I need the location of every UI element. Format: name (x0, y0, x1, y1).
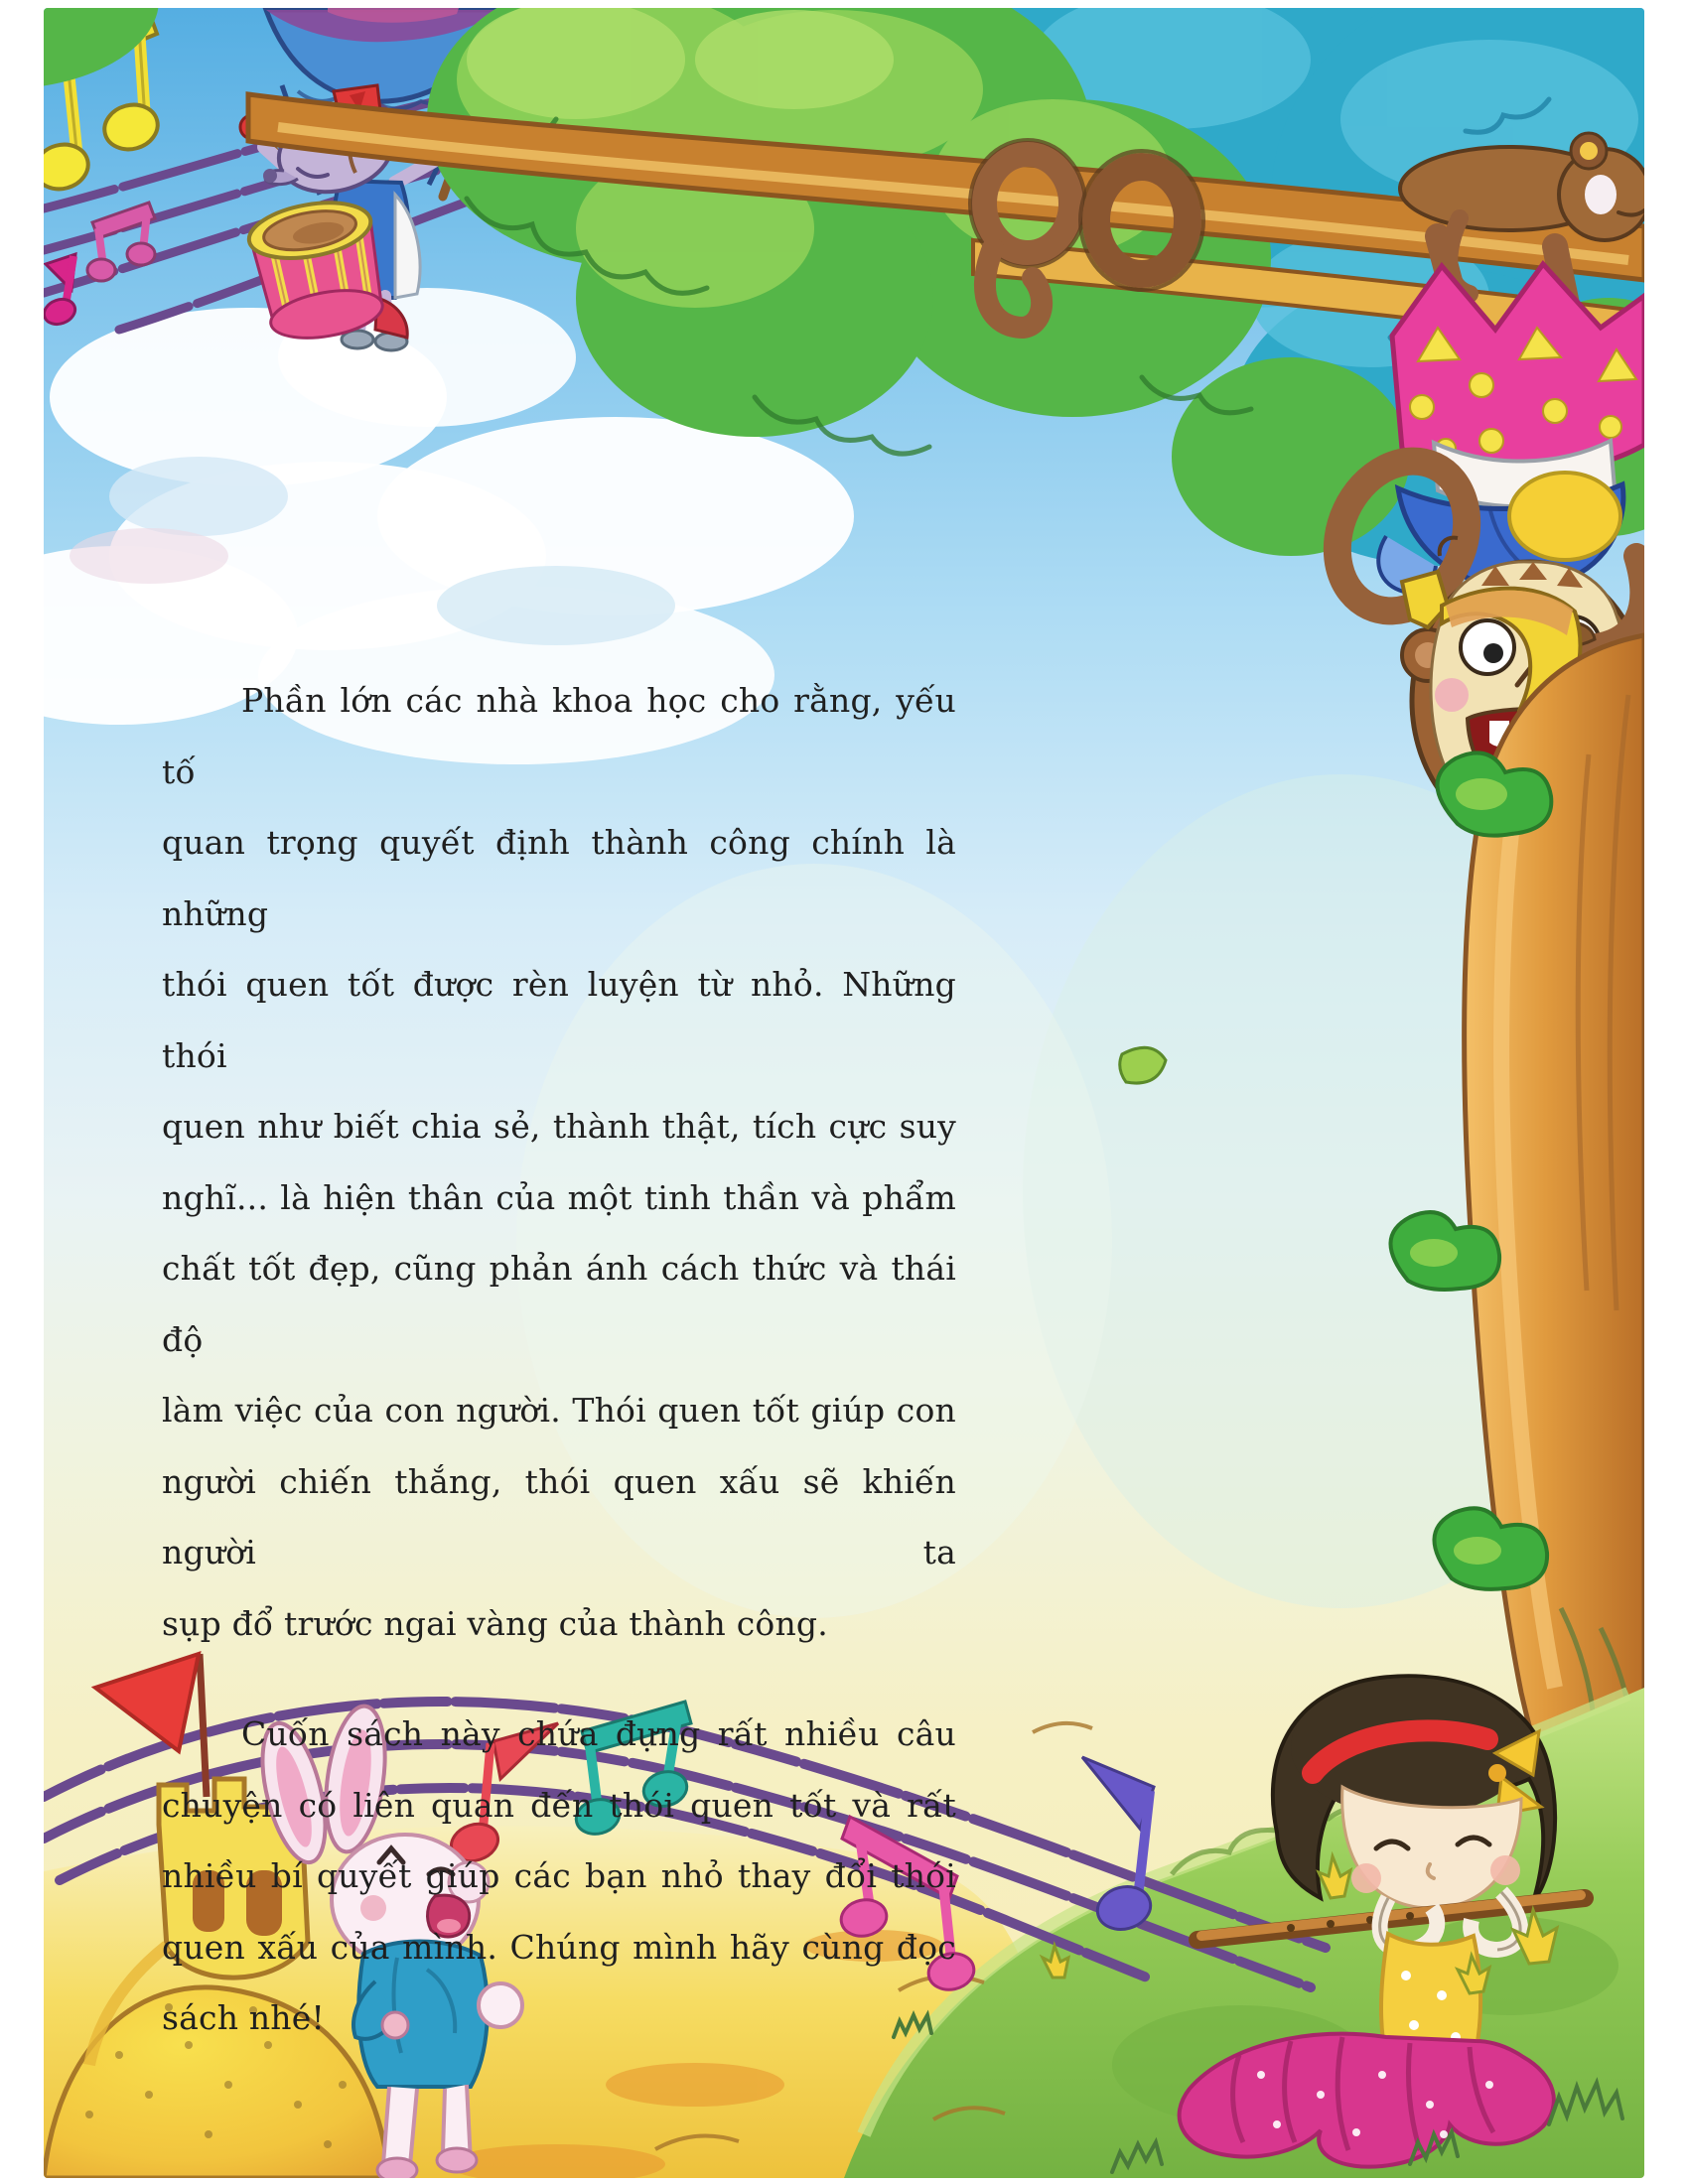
story-line: nhiều bí quyết giúp các bạn nhỏ thay đổi thói (162, 1856, 956, 1895)
story-line: nghĩ... là hiện thân của một tinh thần và phẩm (162, 1177, 956, 1217)
story-paragraph (162, 665, 956, 1659)
story-line: quan trọng quyết định thành công chính là những (162, 823, 956, 933)
story-line: người chiến thắng, thói quen xấu sẽ khiến người ta (162, 1461, 956, 1571)
story-line: chuyện có liên quan đến thói quen tốt và rất (162, 1785, 956, 1825)
story-text (162, 665, 956, 2054)
story-line: chất tốt đẹp, cũng phản ánh cách thức và thái độ (162, 1249, 956, 1359)
story-line: sách nhé! (162, 1998, 325, 2037)
story-line: thói quen tốt được rèn luyện từ nhỏ. Những thói (162, 965, 956, 1075)
story-line: làm việc của con người. Thói quen tốt giúp con (162, 1391, 956, 1430)
story-line: Phần lớn các nhà khoa học cho rằng, yếu tố (162, 681, 956, 791)
story-line: quen xấu của mình. Chúng mình hãy cùng đọc (162, 1927, 956, 1967)
story-paragraph (162, 1699, 956, 2054)
story-line: Cuốn sách này chứa đựng rất nhiều câu (241, 1714, 956, 1753)
story-line: sụp đổ trước ngai vàng của thành công. (162, 1603, 828, 1643)
story-line: quen như biết chia sẻ, thành thật, tích cực suy (162, 1107, 956, 1146)
